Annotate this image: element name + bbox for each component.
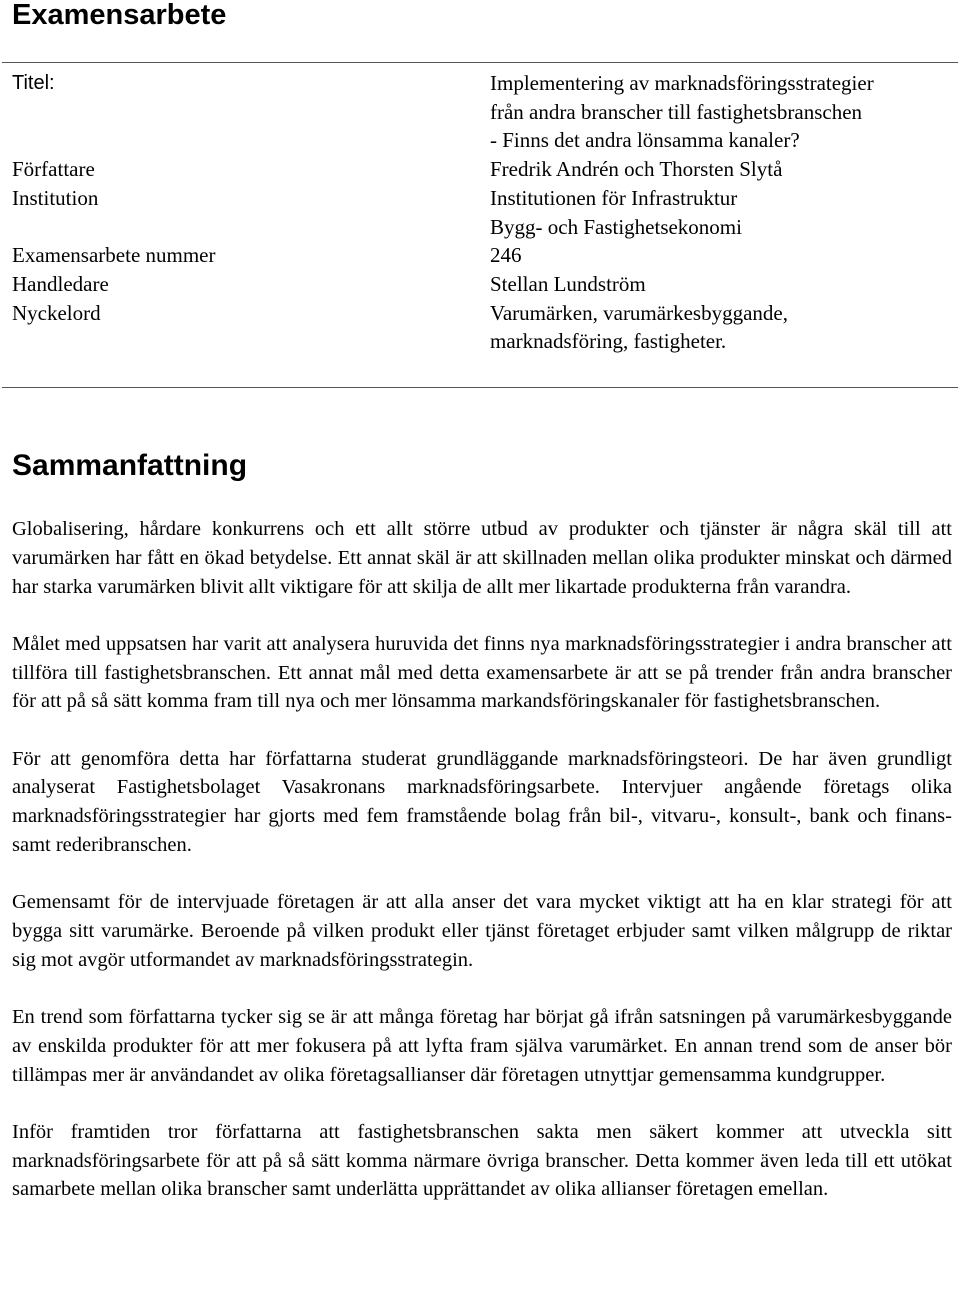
- top-divider: [2, 62, 958, 63]
- summary-paragraph: Gemensamt för de intervjuade företagen är att alla anser det vara mycket viktigt att ha en klar strategi för att bygga sitt varumärke. Beroende på vilken produkt eller tjänst företaget erbjuder samt vilken målgrupp de riktar sig mot avgör utformandet av marknadsföringsstrategin.: [12, 891, 952, 971]
- meta-value-line: - Finns det andra lönsamma kanaler?: [490, 128, 800, 153]
- meta-label-thesis-number: Examensarbete nummer: [12, 243, 216, 268]
- meta-value-thesis-number: [490, 241, 960, 270]
- meta-value-line: Fredrik Andrén och Thorsten Slytå: [490, 157, 783, 182]
- meta-value-line: Institutionen för Infrastruktur: [490, 185, 738, 210]
- meta-value-institution: [490, 184, 960, 241]
- meta-value-line: Bygg- och Fastighetsekonomi: [490, 214, 742, 239]
- bottom-divider: [2, 387, 958, 388]
- section-heading-summary: Sammanfattning: [12, 449, 248, 482]
- meta-row-keywords: [0, 299, 960, 356]
- meta-value-keywords: [490, 299, 960, 356]
- summary-body: [12, 515, 952, 1232]
- meta-value-line: Varumärken, varumärkesbyggande,: [490, 300, 788, 325]
- metadata-table: [0, 69, 960, 356]
- meta-label-author: Författare: [12, 157, 95, 182]
- meta-label-title: Titel:: [12, 72, 55, 94]
- summary-paragraph: Globalisering, hårdare konkurrens och ett allt större utbud av produkter och tjänster är några skäl till att varumärken har fått en ökad betydelse. Ett annat skäl är att skillnaden mellan olika produkter minskat och därmed har starka varumärken blivit allt viktigare för att skilja de allt mer likartade produkterna från varandra.: [12, 518, 952, 598]
- meta-label-supervisor: Handledare: [12, 271, 109, 296]
- meta-row-supervisor: [0, 270, 960, 299]
- meta-value-line: Stellan Lundström: [490, 271, 646, 296]
- meta-value-author: [490, 155, 960, 184]
- meta-row-thesis-number: [0, 241, 960, 270]
- meta-value-supervisor: [490, 270, 960, 299]
- summary-paragraph: Inför framtiden tror författarna att fastighetsbranschen sakta men säkert kommer att utveckla sitt marknadsföringsarbete för att på så sätt komma närmare övriga branscher. Detta kommer även leda till ett utökat samarbete mellan olika branscher samt underlätta upprättandet av olika allianser företagen emellan.: [12, 1120, 952, 1201]
- summary-paragraph: För att genomföra detta har författarna studerat grundläggande marknadsföringsteori. De har även grundligt analyserat Fastighetsbolaget Vasakronans marknadsföringsarbete. Intervjuer angående företags olika marknadsföringsstrategier har gjorts med fem framstående bolag från bil-, vitvaru-, konsult-, bank och finans- samt rederibranschen.: [12, 747, 952, 856]
- meta-label-institution: Institution: [12, 185, 99, 210]
- meta-value-line: från andra branscher till fastighetsbranschen: [490, 99, 863, 124]
- meta-value-line: 246: [490, 243, 522, 268]
- meta-value-line: Implementering av marknadsföringsstrategier: [490, 71, 874, 95]
- meta-row-institution: [0, 184, 960, 241]
- meta-value-line: marknadsföring, fastigheter.: [490, 329, 727, 354]
- meta-value-title: [490, 69, 960, 155]
- page-title: Examensarbete: [12, 0, 227, 31]
- meta-row-author: [0, 155, 960, 184]
- meta-label-keywords: Nyckelord: [12, 300, 101, 325]
- meta-row-title: [0, 69, 960, 155]
- summary-paragraph: En trend som författarna tycker sig se är att många företag har börjat gå ifrån satsningen på varumärkesbyggande av enskilda produkter för att mer fokusera på att lyfta fram själva varumärket. En annan trend som de anser bör tillämpas mer är användandet av olika företagsallianser där företagen utnyttjar gemensamma kundgrupper.: [12, 1005, 952, 1086]
- summary-paragraph: Målet med uppsatsen har varit att analysera huruvida det finns nya marknadsföringsstrategier i andra branscher att tillföra till fastighetsbranschen. Ett annat mål med detta examensarbete är att se på trender från andra branscher för att på så sätt komma fram till nya och mer lönsamma markandsföringskanaler för fastighetsbranschen.: [12, 632, 952, 713]
